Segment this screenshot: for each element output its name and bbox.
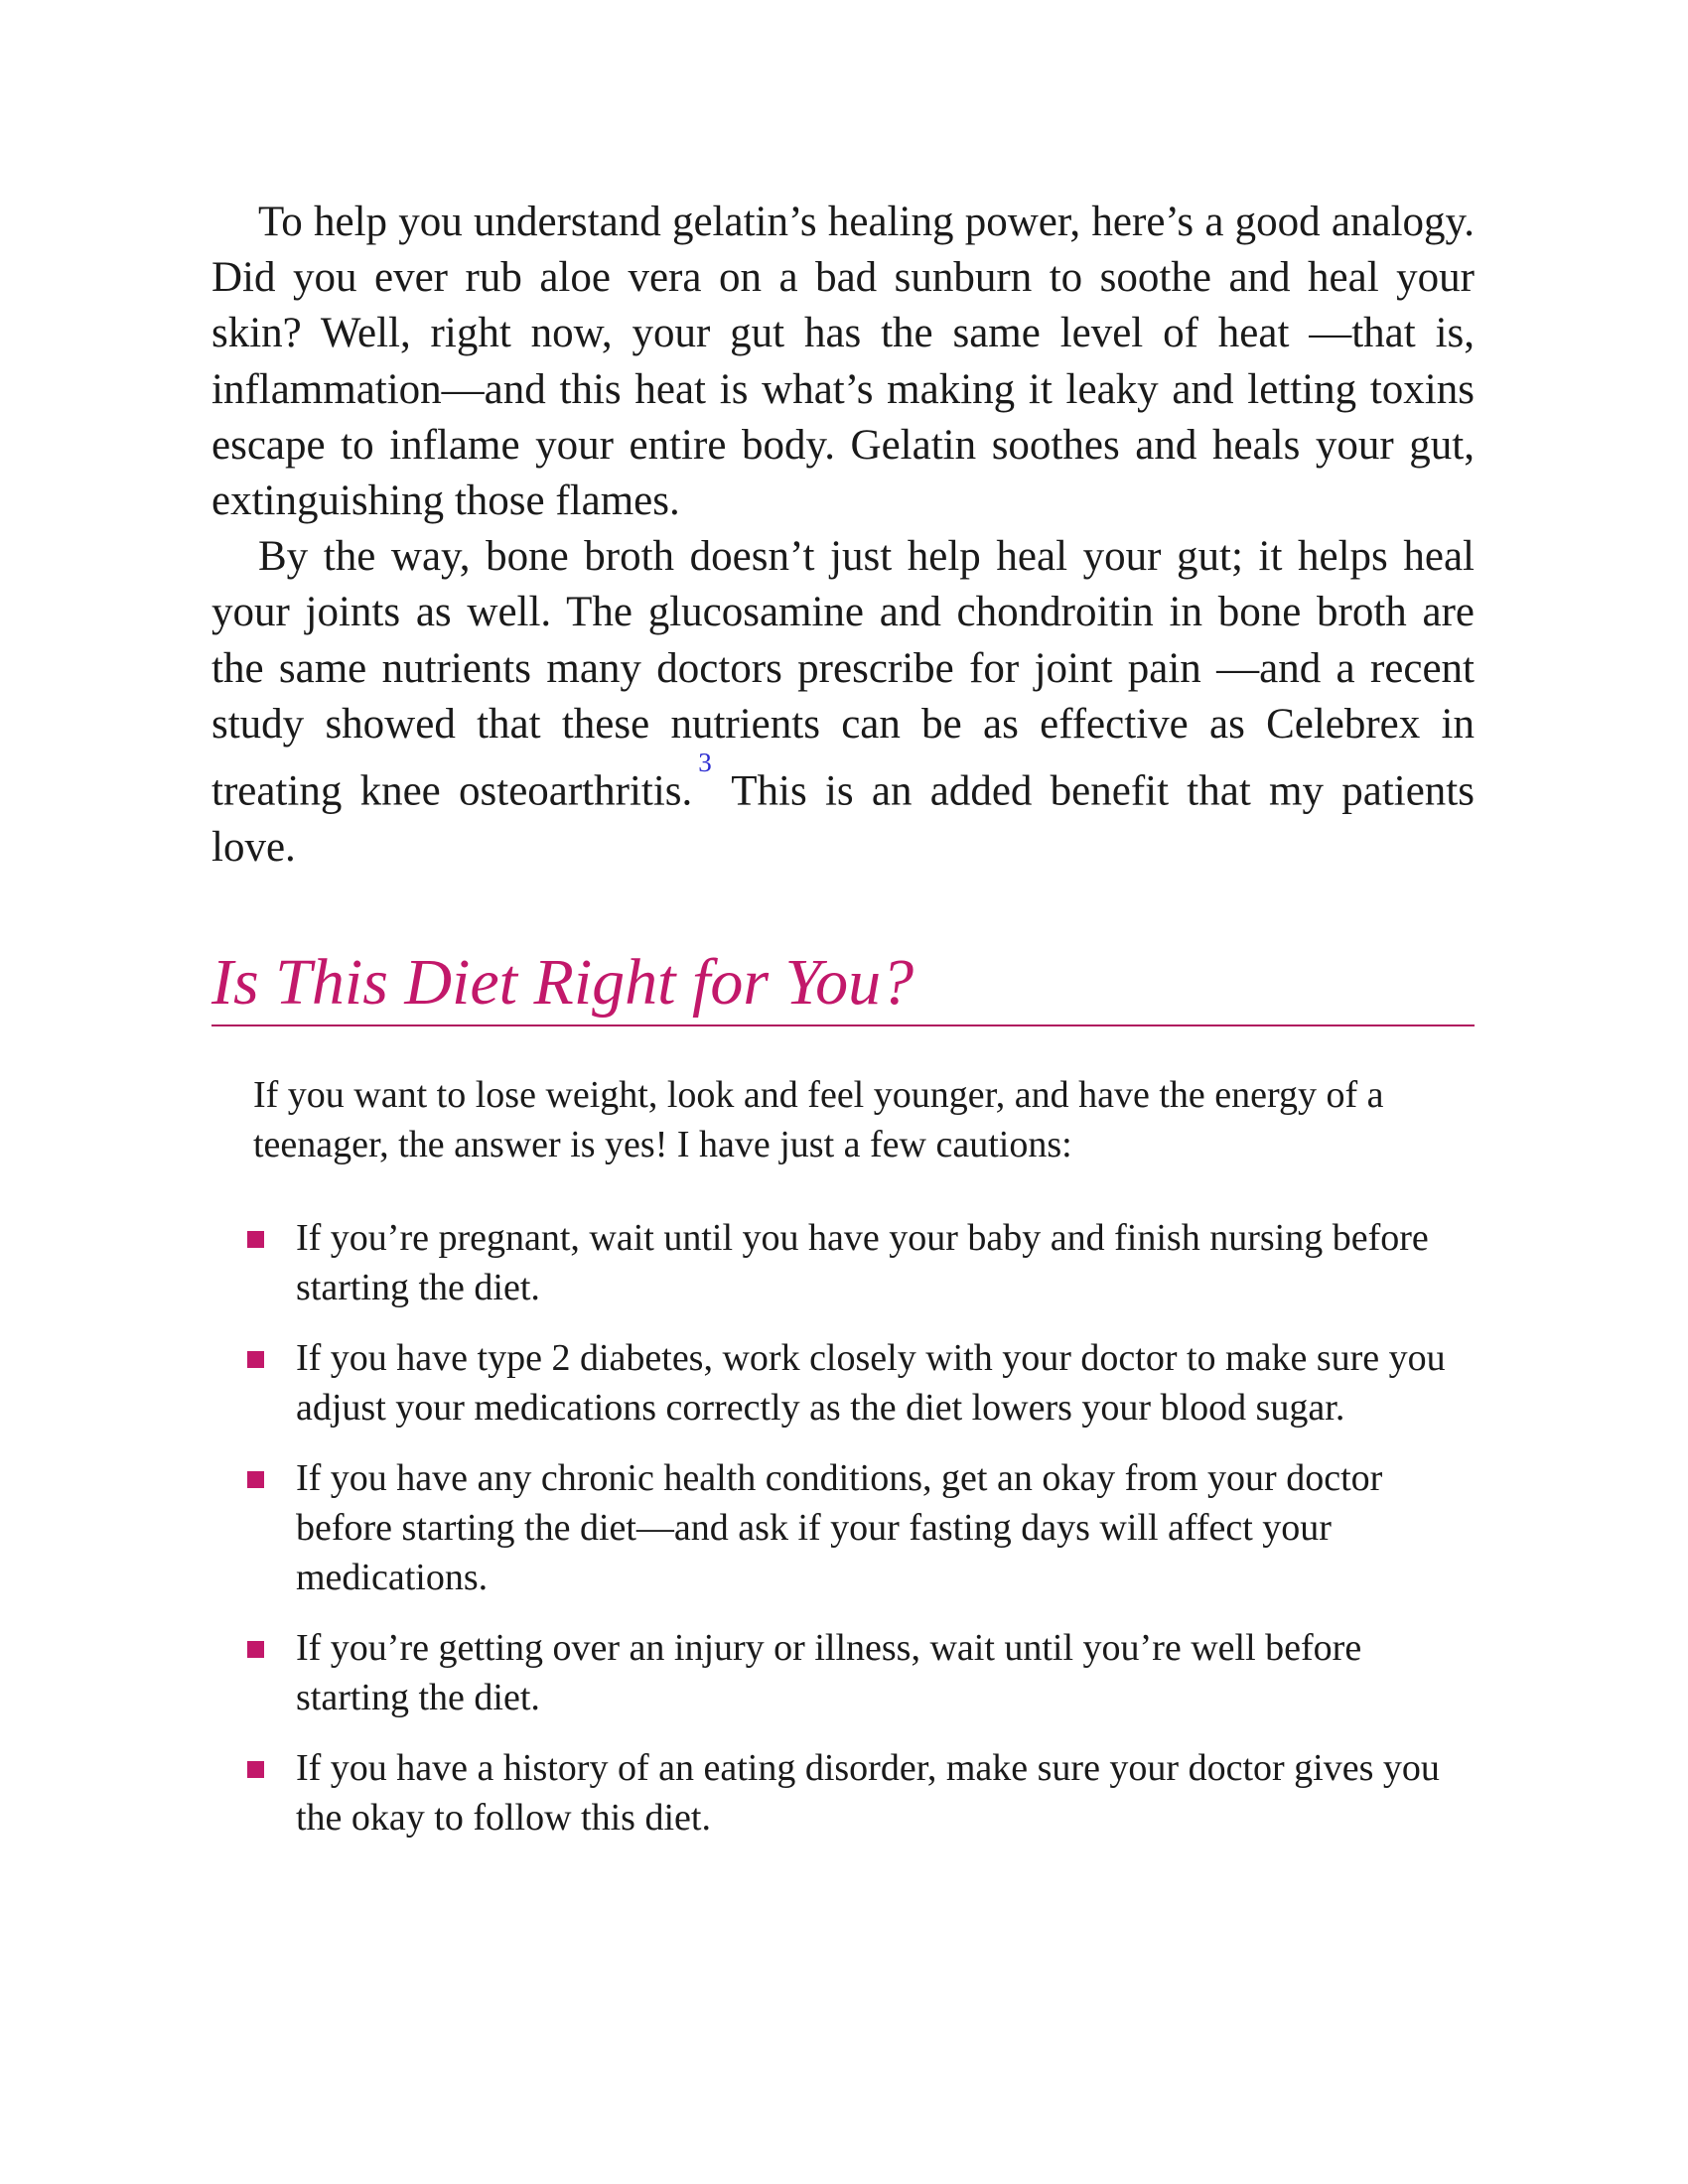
square-bullet-icon	[247, 1761, 264, 1778]
square-bullet-icon	[247, 1351, 264, 1368]
caution-text: If you have any chronic health conditions, get an okay from your doctor before starting the diet—and ask if your fasting days will affect your medications.	[296, 1457, 1383, 1598]
paragraph-text: This is an added benefit that my patients love.	[211, 767, 1475, 871]
square-bullet-icon	[247, 1231, 264, 1248]
caution-item	[244, 1453, 1476, 1602]
footnote-reference[interactable]: 3	[698, 748, 712, 778]
paragraph-bone-broth-joints	[211, 529, 1475, 876]
intro-text: If you want to lose weight, look and feel younger, and have the energy of a teenager, the answer is yes! I have just a few cautions:	[253, 1074, 1384, 1165]
caution-item	[244, 1213, 1476, 1312]
paragraph-gelatin-analogy: To help you understand gelatin’s healing power, here’s a good analogy. Did you ever rub aloe vera on a bad sunburn to soothe and heal your skin? Well, right now, your gut has the same level of heat —that is, inflammation—and this heat is what’s making it leaky and letting toxins escape to inflame your entire body. Gelatin soothes and heals your gut, extinguishing those flames.	[211, 199, 1475, 525]
cautions-list	[244, 1213, 1476, 1863]
caution-item	[244, 1623, 1476, 1722]
caution-text: If you’re pregnant, wait until you have your baby and finish nursing before starting the diet.	[296, 1217, 1429, 1308]
caution-text: If you’re getting over an injury or illness, wait until you’re well before starting the diet.	[296, 1627, 1362, 1718]
section-heading	[211, 941, 1475, 1026]
caution-item	[244, 1743, 1476, 1843]
paragraph-text: By the way, bone broth doesn’t just help heal your gut; it helps heal your joints as well. The glucosamine and chondroitin in bone broth are the same nutrients many doctors prescribe for joint pain —and a recent study showed that these nutrients can be as effective as Celebrex in treating knee osteoarthritis.	[211, 533, 1475, 815]
square-bullet-icon	[247, 1471, 264, 1488]
section-intro	[253, 1070, 1475, 1169]
caution-item	[244, 1333, 1476, 1433]
square-bullet-icon	[247, 1641, 264, 1658]
caution-text: If you have type 2 diabetes, work closely with your doctor to make sure you adjust your medications correctly as the diet lowers your blood sugar.	[296, 1337, 1446, 1429]
caution-text: If you have a history of an eating disorder, make sure your doctor gives you the okay to follow this diet.	[296, 1747, 1440, 1839]
section-title: Is This Diet Right for You?	[211, 946, 914, 1019]
body-text	[211, 195, 1475, 876]
